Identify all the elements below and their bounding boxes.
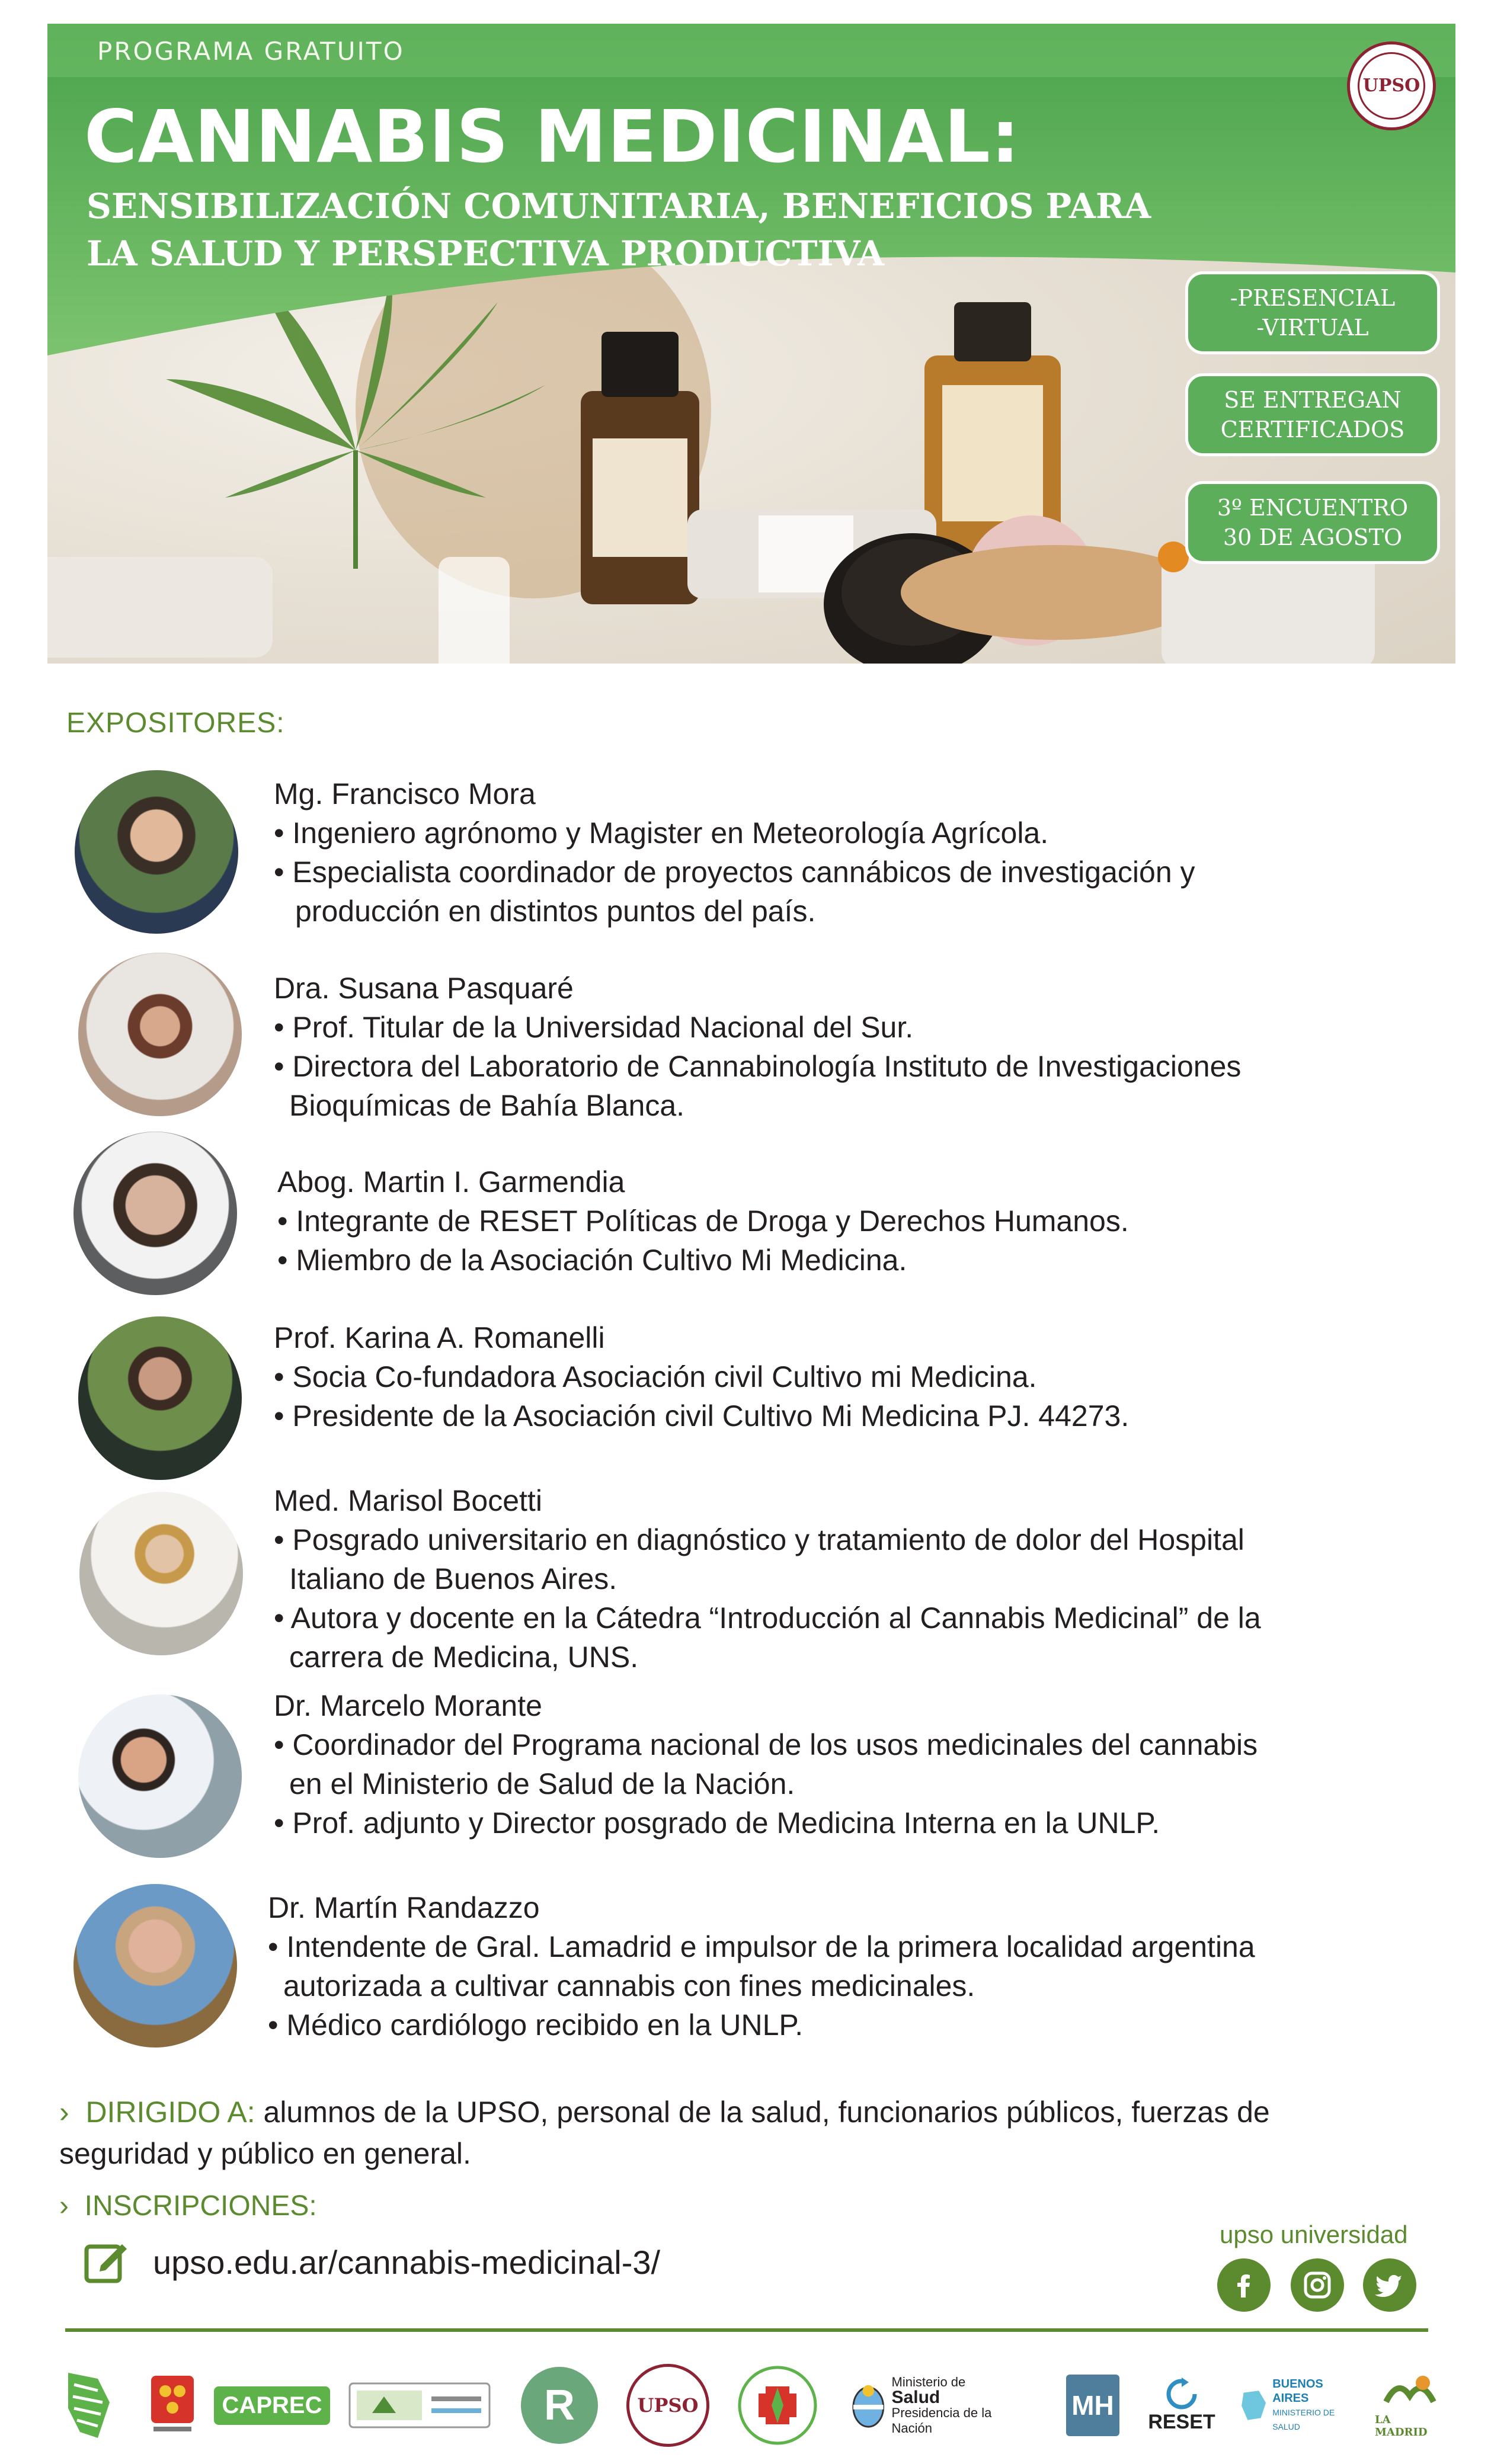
speaker-detail: • Posgrado universitario en diagnóstico y tratamiento de dolor del Hospital bbox=[274, 1523, 1244, 1556]
registration-link-row[interactable] bbox=[83, 2238, 660, 2286]
buenos-aires-logo bbox=[1239, 2364, 1351, 2447]
avatar bbox=[75, 770, 238, 934]
hero-banner bbox=[47, 24, 1455, 664]
upso-seal-text: UPSO bbox=[1358, 52, 1425, 120]
la-madrid-logo bbox=[1375, 2364, 1445, 2447]
reset-text: RESET bbox=[1148, 2410, 1215, 2433]
avatar bbox=[73, 1884, 237, 2048]
registration-label: INSCRIPCIONES: bbox=[84, 2190, 317, 2222]
avatar bbox=[78, 1316, 242, 1480]
ministerio-line: Salud bbox=[891, 2388, 940, 2407]
mh-logo bbox=[1064, 2364, 1121, 2447]
speaker-detail: • Especialista coordinador de proyectos cannábicos de investigación y bbox=[274, 855, 1195, 889]
speaker-detail: autorizada a cultivar cannabis con fines medicinales. bbox=[283, 1969, 975, 2002]
subtitle-line-2: LA SALUD Y PERSPECTIVA PRODUCTIVA bbox=[87, 233, 885, 274]
badge-line: CERTIFICADOS bbox=[1220, 416, 1405, 443]
speaker-name: Mg. Francisco Mora bbox=[274, 777, 536, 810]
badge-line: SE ENTREGAN bbox=[1224, 387, 1402, 413]
twitter-icon[interactable] bbox=[1363, 2258, 1416, 2312]
social-handle: upso universidad bbox=[1220, 2221, 1408, 2248]
upso-logo-text: UPSO bbox=[626, 2364, 709, 2447]
speaker-detail: • Ingeniero agrónomo y Magister en Meteorología Agrícola. bbox=[274, 816, 1049, 850]
mh-logo-text: MH bbox=[1066, 2375, 1119, 2436]
ba-line: MINISTERIO DE SALUD bbox=[1272, 2408, 1335, 2431]
ba-line: BUENOS AIRES bbox=[1272, 2378, 1323, 2405]
speakers-heading: EXPOSITORES: bbox=[66, 707, 285, 739]
registration-url[interactable]: upso.edu.ar/cannabis-medicinal-3/ bbox=[153, 2243, 661, 2281]
speaker-detail: • Prof. adjunto y Director posgrado de Medicina Interna en la UNLP. bbox=[274, 1806, 1160, 1840]
speaker-detail: • Prof. Titular de la Universidad Nacional del Sur. bbox=[274, 1011, 914, 1044]
audience-label: DIRIGIDO A: bbox=[85, 2095, 255, 2129]
speaker-detail: • Socia Co-fundadora Asociación civil Cultivo mi Medicina. bbox=[274, 1360, 1037, 1393]
cultivo-mi-medicina-logo bbox=[734, 2364, 821, 2447]
speaker-name: Dra. Susana Pasquaré bbox=[274, 972, 574, 1005]
speaker-name: Dr. Martín Randazzo bbox=[268, 1891, 540, 1924]
speaker-name: Dr. Marcelo Morante bbox=[274, 1689, 542, 1722]
program-label: PROGRAMA GRATUITO bbox=[97, 37, 405, 66]
page-title: CANNABIS MEDICINAL: bbox=[84, 95, 1020, 179]
speaker-item bbox=[274, 1481, 1261, 1677]
reset-logo bbox=[1146, 2364, 1217, 2447]
speaker-detail: Bioquímicas de Bahía Blanca. bbox=[289, 1089, 685, 1122]
badge-line: -PRESENCIAL bbox=[1230, 285, 1396, 311]
municipality-logo bbox=[146, 2364, 199, 2447]
buenos-aires-text bbox=[1272, 2377, 1351, 2434]
speaker-item bbox=[268, 1888, 1255, 2045]
avatar bbox=[73, 1132, 237, 1295]
badge-certificados bbox=[1185, 373, 1440, 456]
badge-fecha bbox=[1185, 481, 1440, 564]
section-divider bbox=[65, 2328, 1428, 2332]
arrow-icon: › bbox=[59, 2190, 69, 2222]
facebook-icon[interactable] bbox=[1217, 2258, 1271, 2312]
audience-section bbox=[59, 2091, 1304, 2174]
speaker-detail: producción en distintos puntos del país. bbox=[295, 895, 816, 928]
badge-line: -VIRTUAL bbox=[1256, 315, 1369, 341]
speaker-detail: • Presidente de la Asociación civil Cultivo Mi Medicina PJ. 44273. bbox=[274, 1399, 1130, 1433]
ministerio-text bbox=[892, 2375, 1032, 2436]
avatar bbox=[79, 1492, 243, 1655]
speaker-detail: • Miembro de la Asociación Cultivo Mi Medicina. bbox=[277, 1244, 907, 1277]
instagram-icon[interactable] bbox=[1291, 2258, 1344, 2312]
speaker-name: Med. Marisol Bocetti bbox=[274, 1484, 542, 1517]
speaker-item bbox=[274, 1686, 1258, 1843]
province-map-logo bbox=[53, 2364, 119, 2447]
speaker-detail: • Intendente de Gral. Lamadrid e impulsor de la primera localidad argentina bbox=[268, 1930, 1255, 1963]
subtitle-line-1: SENSIBILIZACIÓN COMUNITARIA, BENEFICIOS PARA bbox=[87, 186, 1151, 226]
page-subtitle bbox=[87, 182, 1151, 277]
upso-logo bbox=[625, 2364, 711, 2447]
speaker-item bbox=[274, 969, 1241, 1125]
ministerio-line: Presidencia de la Nación bbox=[891, 2405, 992, 2436]
speaker-detail: Italiano de Buenos Aires. bbox=[289, 1562, 617, 1595]
registration-heading bbox=[59, 2190, 317, 2222]
speaker-item bbox=[274, 1318, 1129, 1436]
speaker-name: Abog. Martin I. Garmendia bbox=[277, 1165, 625, 1199]
speaker-item bbox=[274, 774, 1195, 931]
arrow-icon: › bbox=[59, 2095, 69, 2129]
speaker-detail: • Autora y docente en la Cátedra “Introducción al Cannabis Medicinal” de la bbox=[274, 1601, 1261, 1635]
caprec-logo bbox=[219, 2364, 325, 2447]
avatar bbox=[78, 1694, 242, 1858]
speaker-item bbox=[277, 1162, 1129, 1280]
speaker-name: Prof. Karina A. Romanelli bbox=[274, 1321, 605, 1354]
speaker-detail: • Coordinador del Programa nacional de los usos medicinales del cannabis bbox=[274, 1728, 1258, 1761]
badge-line: 3º ENCUENTRO bbox=[1217, 495, 1409, 521]
la-madrid-text: LA MADRID bbox=[1375, 2414, 1428, 2439]
speaker-detail: • Médico cardiólogo recibido en la UNLP. bbox=[268, 2008, 804, 2042]
ministerio-line: Ministerio de bbox=[891, 2375, 966, 2389]
upso-seal-logo bbox=[1347, 41, 1436, 130]
partners-logo bbox=[347, 2364, 492, 2447]
audience-text: alumnos de la UPSO, personal de la salud, funcionarios públicos, fuerzas de seguridad y público en general. bbox=[59, 2095, 1270, 2170]
speaker-detail: • Directora del Laboratorio de Cannabinología Instituto de Investigaciones bbox=[274, 1050, 1242, 1083]
r-logo-text: R bbox=[521, 2367, 598, 2444]
speaker-detail: carrera de Medicina, UNS. bbox=[289, 1640, 639, 1674]
badge-line: 30 DE AGOSTO bbox=[1223, 524, 1403, 550]
r-logo bbox=[518, 2364, 601, 2447]
ministerio-salud-logo bbox=[851, 2364, 1032, 2447]
speaker-detail: • Integrante de RESET Políticas de Droga y Derechos Humanos. bbox=[277, 1204, 1129, 1238]
speaker-detail: en el Ministerio de Salud de la Nación. bbox=[289, 1767, 795, 1800]
edit-icon bbox=[83, 2238, 130, 2286]
badge-modalidad bbox=[1185, 271, 1440, 354]
caprec-text: CAPREC bbox=[214, 2386, 331, 2425]
avatar bbox=[78, 953, 242, 1116]
